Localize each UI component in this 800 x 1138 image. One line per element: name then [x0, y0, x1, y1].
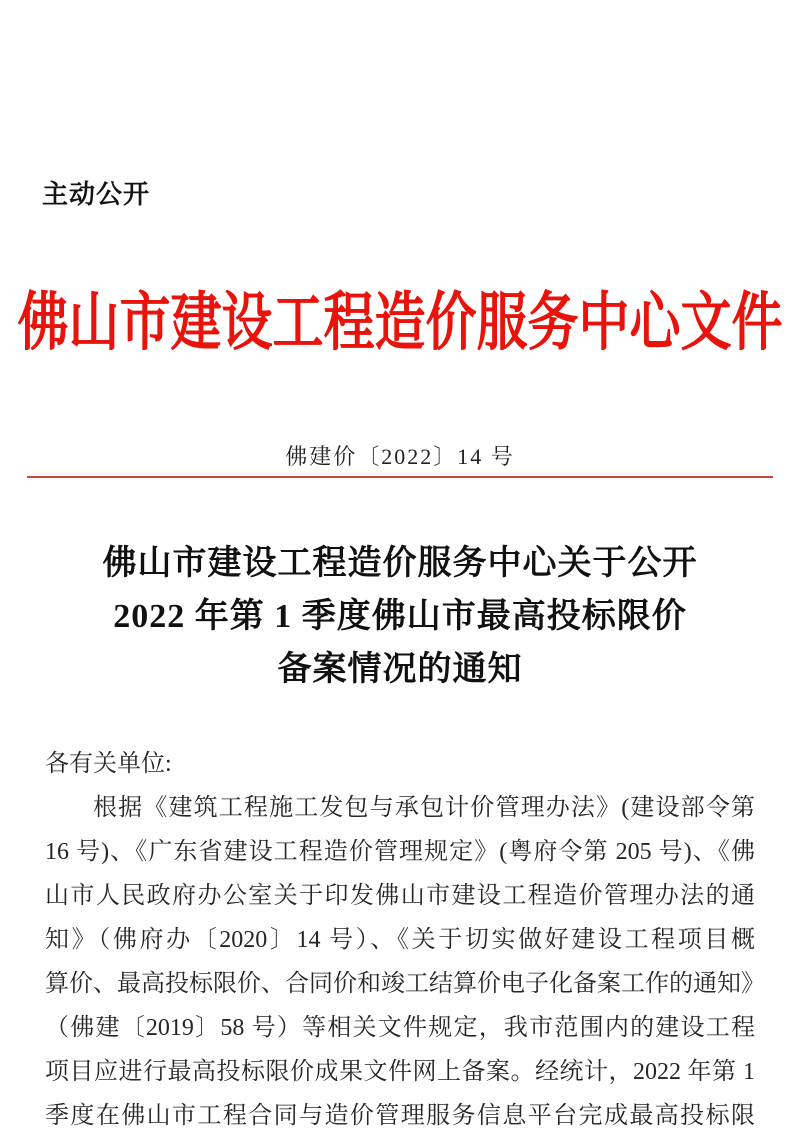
- subject-line: 备案情况的通知: [277, 651, 523, 688]
- body-line: 算价、最高投标限价、合同价和竣工结算价电子化备案工作的通知》: [45, 971, 765, 997]
- document-number: 佛建价〔2022〕14 号: [285, 444, 515, 469]
- subject-line: 2022 年第 1 季度佛山市最高投标限价: [113, 598, 687, 635]
- body-line: 山市人民政府办公室关于印发佛山市建设工程造价管理办法的通: [45, 883, 755, 909]
- document-subject: [0, 537, 800, 696]
- body-line: （佛建〔2019〕58 号）等相关文件规定，我市范围内的建设工程: [45, 1015, 755, 1041]
- body-line: 根据《建筑工程施工发包与承包计价管理办法》(建设部令第: [93, 795, 755, 821]
- salutation: 各有关单位:: [45, 751, 172, 777]
- document-body: [45, 742, 765, 1138]
- body-line: 16 号)、《广东省建设工程造价管理规定》(粤府令第 205 号)、《佛: [45, 839, 755, 865]
- red-separator-line: [27, 476, 773, 478]
- body-line: 知》（佛府办〔2020〕14 号）、《关于切实做好建设工程项目概: [45, 927, 755, 953]
- disclosure-label: 主动公开: [42, 179, 151, 209]
- body-line: 项目应进行最高投标限价成果文件网上备案。经统计，2022 年第 1: [45, 1059, 755, 1085]
- subject-line: 佛山市建设工程造价服务中心关于公开: [102, 545, 698, 582]
- body-line: 季度在佛山市工程合同与造价管理服务信息平台完成最高投标限: [45, 1103, 755, 1129]
- issuing-authority-title: 佛山市建设工程造价服务中心文件: [17, 288, 783, 359]
